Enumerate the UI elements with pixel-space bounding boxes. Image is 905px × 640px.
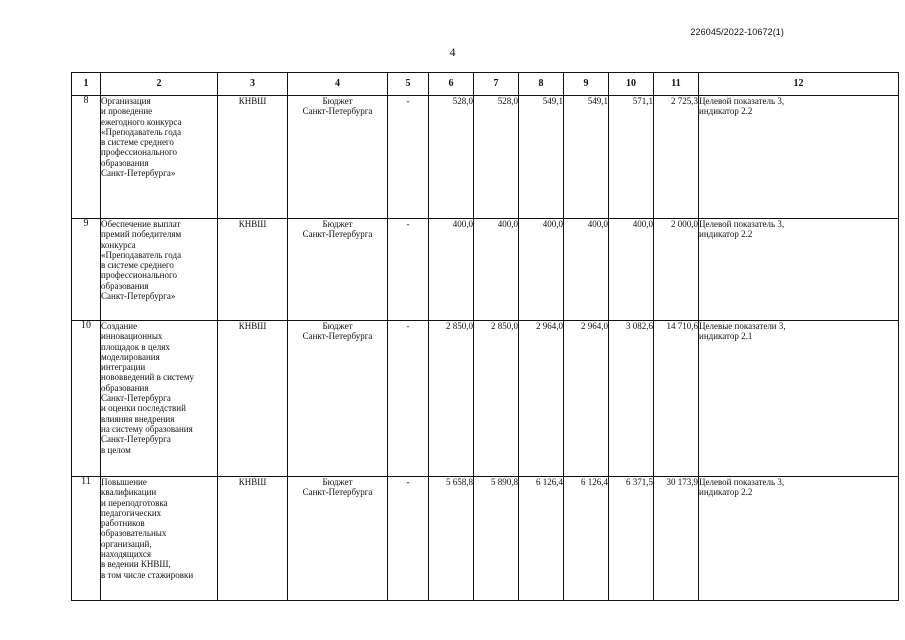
funding-source-line: Бюджет — [322, 321, 353, 331]
amount-cell: 528,0 — [474, 96, 519, 219]
measure-name-line: образования — [101, 157, 149, 168]
measure-name-line: «Преподаватель года — [101, 126, 182, 137]
column-header-8: 8 — [519, 73, 564, 96]
amount-cell: 400,0 — [519, 219, 564, 321]
amount-cell: 14 710,6 — [654, 321, 699, 477]
row-number: 11 — [72, 477, 101, 601]
table-body — [72, 96, 899, 601]
amount-cell: 2 850,0 — [429, 321, 474, 477]
measure-name-line: Санкт-Петербурга — [101, 393, 171, 404]
measure-name-line: Обеспечение выплат — [101, 219, 181, 229]
measure-name-line: в том числе стажировки — [101, 569, 194, 580]
measure-name-line: образовательных — [101, 528, 167, 539]
measure-name-line: Санкт-Петербурга» — [101, 168, 176, 179]
funding-source-line: Бюджет — [322, 96, 353, 106]
amount-cell: 3 082,6 — [609, 321, 654, 477]
measure-name — [101, 477, 218, 601]
column-5-cell: - — [388, 477, 429, 601]
funding-source-line: Бюджет — [322, 477, 353, 487]
column-5-cell: - — [388, 321, 429, 477]
amount-cell: 400,0 — [429, 219, 474, 321]
column-5-cell: - — [388, 96, 429, 219]
amount-cell: 6 371,5 — [609, 477, 654, 601]
measure-name-line: Санкт-Петербурга — [101, 434, 171, 445]
indicator-line: индикатор 2.2 — [699, 106, 753, 117]
measure-name-line: образования — [101, 280, 149, 291]
column-header-5: 5 — [388, 73, 429, 96]
indicator-cell — [699, 477, 899, 601]
row-number: 8 — [72, 96, 101, 219]
amount-cell: 400,0 — [564, 219, 609, 321]
funding-source-line: Санкт-Петербурга — [302, 229, 373, 240]
table-row — [72, 96, 899, 219]
indicator-line: Целевой показатель 3, — [699, 96, 785, 106]
amount-cell: 6 126,4 — [519, 477, 564, 601]
measure-name-line: в системе среднего — [101, 137, 174, 148]
amount-cell: 5 890,8 — [474, 477, 519, 601]
column-header-9: 9 — [564, 73, 609, 96]
indicator-line: индикатор 2.1 — [699, 331, 753, 342]
row-number: 10 — [72, 321, 101, 477]
table-row — [72, 219, 899, 321]
funding-source — [288, 219, 388, 321]
measure-name-line: и оценки последствий — [101, 403, 186, 414]
measure-name-line: премий победителям — [101, 229, 182, 240]
table-header-row — [72, 73, 899, 96]
amount-cell: 2 850,0 — [474, 321, 519, 477]
amount-cell: 5 658,8 — [429, 477, 474, 601]
measure-name-line: находящихся — [101, 549, 152, 560]
amount-cell: 400,0 — [474, 219, 519, 321]
funding-source — [288, 477, 388, 601]
measure-name-line: и переподготовка — [101, 497, 168, 508]
indicator-line: Целевой показатель 3, — [699, 219, 785, 229]
funding-source-line: Бюджет — [322, 219, 353, 229]
programme-table — [71, 72, 899, 601]
measure-name-line: Создание — [101, 321, 138, 331]
amount-cell: 2 964,0 — [519, 321, 564, 477]
measure-name-line: Повышение — [101, 477, 147, 487]
indicator-cell — [699, 219, 899, 321]
column-header-12: 12 — [699, 73, 899, 96]
column-header-6: 6 — [429, 73, 474, 96]
measure-name — [101, 96, 218, 219]
amount-cell: 30 173,9 — [654, 477, 699, 601]
funding-source — [288, 96, 388, 219]
measure-name-line: ежегодного конкурса — [101, 116, 182, 127]
amount-cell: 571,1 — [609, 96, 654, 219]
column-header-11: 11 — [654, 73, 699, 96]
measure-name-line: в целом — [101, 444, 131, 455]
executor-cell: КНВШ — [218, 321, 288, 477]
measure-name-line: нововведений в систему — [101, 372, 195, 383]
table-row — [72, 321, 899, 477]
measure-name-line: квалификации — [101, 487, 157, 498]
measure-name-line: интеграции — [101, 362, 146, 373]
measure-name — [101, 321, 218, 477]
page-number: 4 — [449, 45, 456, 59]
row-number: 9 — [72, 219, 101, 321]
measure-name-line: конкурса — [101, 239, 136, 250]
indicator-cell — [699, 321, 899, 477]
column-header-3: 3 — [218, 73, 288, 96]
measure-name-line: «Преподаватель года — [101, 249, 182, 260]
measure-name-line: на систему образования — [101, 423, 193, 434]
column-header-2: 2 — [101, 73, 218, 96]
funding-source — [288, 321, 388, 477]
measure-name-line: и проведение — [101, 106, 153, 117]
column-header-4: 4 — [288, 73, 388, 96]
measure-name-line: Санкт-Петербурга» — [101, 291, 176, 302]
amount-cell: 2 964,0 — [564, 321, 609, 477]
measure-name-line: организаций, — [101, 538, 152, 549]
measure-name-line: профессионального — [101, 270, 177, 281]
measure-name-line: работников — [101, 518, 145, 529]
column-header-10: 10 — [609, 73, 654, 96]
document-id: 226045/2022-10672(1) — [690, 27, 784, 37]
measure-name — [101, 219, 218, 321]
measure-name-line: моделирования — [101, 351, 160, 362]
indicator-cell — [699, 96, 899, 219]
measure-name-line: образования — [101, 382, 149, 393]
executor-cell: КНВШ — [218, 219, 288, 321]
table-row — [72, 477, 899, 601]
funding-source-line: Санкт-Петербурга — [302, 331, 373, 342]
amount-cell: 549,1 — [519, 96, 564, 219]
indicator-line: Целевой показатель 3, — [699, 477, 785, 487]
indicator-line: Целевые показатели 3, — [699, 321, 786, 331]
funding-source-line: Санкт-Петербурга — [302, 106, 373, 117]
measure-name-line: площадок в целях — [101, 341, 170, 352]
executor-cell: КНВШ — [218, 96, 288, 219]
column-header-7: 7 — [474, 73, 519, 96]
amount-cell: 6 126,4 — [564, 477, 609, 601]
measure-name-line: педагогических — [101, 507, 162, 518]
amount-cell: 400,0 — [609, 219, 654, 321]
funding-source-line: Санкт-Петербурга — [302, 487, 373, 498]
indicator-line: индикатор 2.2 — [699, 487, 753, 498]
measure-name-line: в системе среднего — [101, 260, 174, 271]
amount-cell: 2 725,3 — [654, 96, 699, 219]
measure-name-line: профессионального — [101, 147, 177, 158]
indicator-line: индикатор 2.2 — [699, 229, 753, 240]
amount-cell: 2 000,0 — [654, 219, 699, 321]
measure-name-line: Организация — [101, 96, 151, 106]
column-header-1: 1 — [72, 73, 101, 96]
column-5-cell: - — [388, 219, 429, 321]
measure-name-line: в ведении КНВШ, — [101, 559, 171, 570]
executor-cell: КНВШ — [218, 477, 288, 601]
amount-cell: 549,1 — [564, 96, 609, 219]
measure-name-line: влияния внедрения — [101, 413, 175, 424]
amount-cell: 528,0 — [429, 96, 474, 219]
measure-name-line: инновационных — [101, 331, 163, 342]
